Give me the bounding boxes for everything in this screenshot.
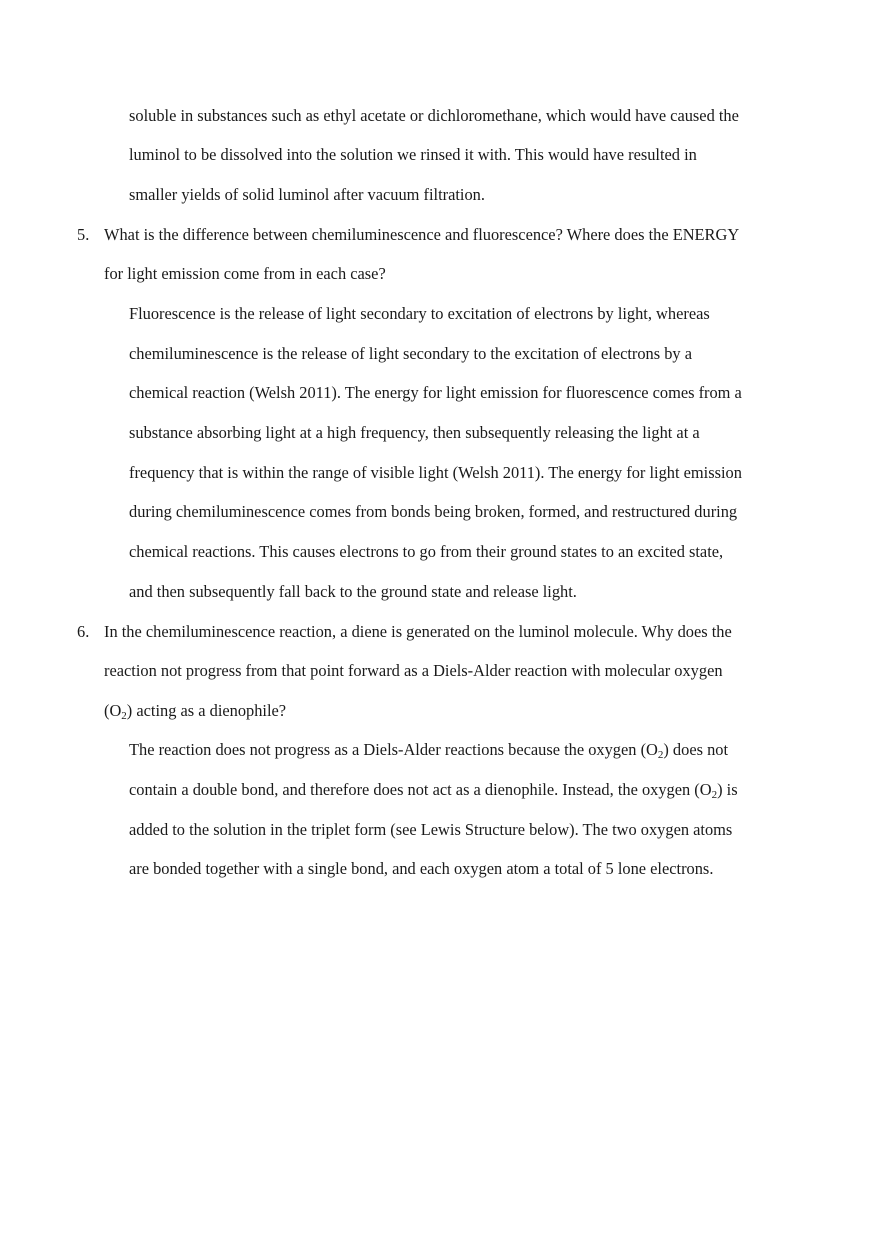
continuation-line: soluble in substances such as ethyl acetate or dichloromethane, which would have caused the bbox=[129, 106, 739, 125]
answer-6-line: added to the solution in the triplet form (see Lewis Structure below). The two oxygen atoms bbox=[129, 820, 733, 839]
a6-line2-suffix: ) is bbox=[717, 780, 738, 799]
answer-6-line bbox=[129, 780, 738, 800]
answer-5-line: chemical reaction (Welsh 2011). The energy for light emission for fluorescence comes from a bbox=[129, 383, 742, 402]
question-6-text: reaction not progress from that point forward as a Diels-Alder reaction with molecular oxygen bbox=[104, 661, 723, 680]
answer-5-line: during chemiluminescence comes from bonds being broken, formed, and restructured during bbox=[129, 502, 738, 521]
question-5-text: What is the difference between chemiluminescence and fluorescence? Where does the ENERGY bbox=[104, 225, 740, 244]
answer-5-line: chemical reactions. This causes electrons to go from their ground states to an excited state, bbox=[129, 542, 724, 561]
question-6-text: In the chemiluminescence reaction, a diene is generated on the luminol molecule. Why does the bbox=[104, 622, 732, 641]
question-6-number: 6. bbox=[77, 622, 90, 641]
answer-5-line: Fluorescence is the release of light secondary to excitation of electrons by light, whereas bbox=[129, 304, 710, 323]
continuation-line: smaller yields of solid luminol after vacuum filtration. bbox=[129, 185, 485, 204]
continuation-line: luminol to be dissolved into the solution we rinsed it with. This would have resulted in bbox=[129, 145, 697, 164]
subscript: 2 bbox=[657, 749, 664, 761]
answer-6-line: are bonded together with a single bond, and each oxygen atom a total of 5 lone electrons. bbox=[129, 859, 714, 878]
answer-5-line: and then subsequently fall back to the ground state and release light. bbox=[129, 582, 577, 601]
q6-line3-prefix: (O bbox=[104, 701, 122, 720]
subscript: 2 bbox=[121, 710, 127, 722]
answer-5-line: chemiluminescence is the release of light secondary to the excitation of electrons by a bbox=[129, 344, 692, 363]
a6-line1-suffix: ) does not bbox=[663, 740, 729, 759]
subscript: 2 bbox=[711, 789, 718, 801]
answer-5-line: frequency that is within the range of visible light (Welsh 2011). The energy for light emission bbox=[129, 463, 742, 482]
a6-line2-prefix: contain a double bond, and therefore does not act as a dienophile. Instead, the oxygen (O bbox=[129, 780, 712, 799]
q6-line3-suffix: ) acting as a dienophile? bbox=[126, 701, 287, 720]
question-5-text: for light emission come from in each case? bbox=[104, 264, 386, 283]
answer-6-line bbox=[129, 740, 728, 760]
answer-5-line: substance absorbing light at a high frequency, then subsequently releasing the light at a bbox=[129, 423, 700, 442]
question-6-text bbox=[104, 701, 286, 721]
a6-line1-prefix: The reaction does not progress as a Diels-Alder reactions because the oxygen (O bbox=[129, 740, 658, 759]
question-5-number: 5. bbox=[77, 225, 90, 244]
